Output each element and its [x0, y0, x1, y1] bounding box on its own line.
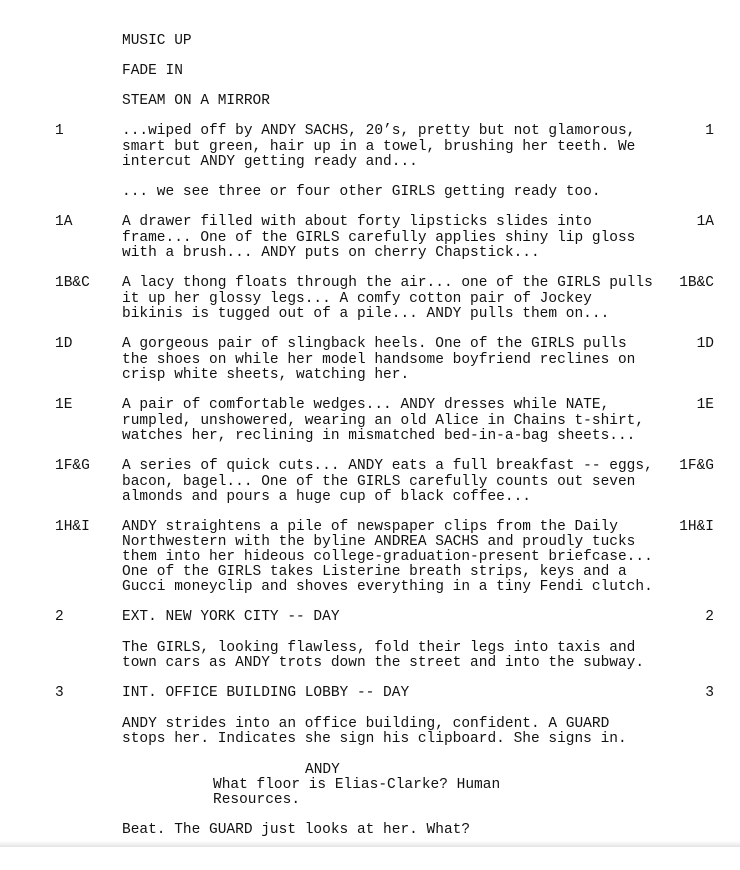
scene-number-right: 1D [696, 336, 714, 352]
scene-line [0, 123, 740, 139]
scene-line [0, 458, 740, 474]
action-text: smart but green, hair up in a towel, brushing her teeth. We [122, 139, 636, 155]
scene-number-left: 1H&I [55, 519, 90, 535]
action-text: almonds and pours a huge cup of black coffee... [122, 489, 531, 505]
action-text: Gucci moneyclip and shoves everything in a tiny Fendi clutch. [122, 579, 653, 595]
scene-number-right: 1F&G [679, 458, 714, 474]
scene-line [0, 534, 740, 550]
action-text: Northwestern with the byline ANDREA SACHS and proudly tucks [122, 534, 636, 550]
scene-number-right: 1A [696, 214, 714, 230]
scene-line [0, 306, 740, 322]
action-text: frame... One of the GIRLS carefully applies shiny lip gloss [122, 230, 636, 246]
scene-number-left: 1B&C [55, 275, 90, 291]
scene-number-right: 2 [705, 609, 714, 625]
scene-line [0, 367, 740, 383]
transition-line [0, 93, 740, 109]
action-text: crisp white sheets, watching her. [122, 367, 410, 383]
scene-number-right: 1E [696, 397, 714, 413]
scene-line [0, 245, 740, 261]
action-text: ANDY strides into an office building, confident. A GUARD [122, 716, 610, 732]
scene-line [0, 352, 740, 368]
dialogue-line [0, 792, 740, 808]
scene-number-right: 1B&C [679, 275, 714, 291]
transition-music-up: MUSIC UP [122, 33, 192, 49]
action-text: One of the GIRLS takes Listerine breath strips, keys and a [122, 564, 627, 580]
dialogue-character-line [0, 762, 740, 778]
scene-number-left: 3 [55, 685, 64, 701]
scene-heading: EXT. NEW YORK CITY -- DAY [122, 609, 340, 625]
action-text: with a brush... ANDY puts on cherry Chapstick... [122, 245, 540, 261]
action-text: bikinis is tugged out of a pile... ANDY pulls them on... [122, 306, 610, 322]
scene-heading-line [0, 685, 740, 701]
scene-line [0, 489, 740, 505]
action-text: A lacy thong floats through the air... one of the GIRLS pulls [122, 275, 653, 291]
scene-number-left: 2 [55, 609, 64, 625]
action-text: The GIRLS, looking flawless, fold their legs into taxis and [122, 640, 636, 656]
action-text: A gorgeous pair of slingback heels. One of the GIRLS pulls [122, 336, 627, 352]
dialogue-line [0, 777, 740, 793]
action-text: A pair of comfortable wedges... ANDY dresses while NATE, [122, 397, 610, 413]
scene-line [0, 822, 740, 838]
scene-line [0, 579, 740, 595]
action-text: them into her hideous college-graduation-present briefcase... [122, 549, 653, 565]
scene-line [0, 564, 740, 580]
scene-line [0, 428, 740, 444]
transition-fade-in: FADE IN [122, 63, 183, 79]
scene-line [0, 275, 740, 291]
scene-line [0, 291, 740, 307]
action-text: ...wiped off by ANDY SACHS, 20’s, pretty but not glamorous, [122, 123, 636, 139]
scene-line [0, 413, 740, 429]
action-text: A series of quick cuts... ANDY eats a full breakfast -- eggs, [122, 458, 653, 474]
scene-line [0, 184, 740, 200]
action-text: watches her, reclining in mismatched bed-in-a-bag sheets... [122, 428, 636, 444]
scene-line [0, 214, 740, 230]
scene-line [0, 640, 740, 656]
scene-number-right: 3 [705, 685, 714, 701]
action-text: ... we see three or four other GIRLS getting ready too. [122, 184, 601, 200]
scene-line [0, 731, 740, 747]
scene-line [0, 716, 740, 732]
scene-number-left: 1E [55, 397, 73, 413]
scene-line [0, 139, 740, 155]
action-text: ANDY straightens a pile of newspaper clips from the Daily [122, 519, 618, 535]
scene-number-left: 1F&G [55, 458, 90, 474]
action-text: bacon, bagel... One of the GIRLS carefully counts out seven [122, 474, 636, 490]
action-text: the shoes on while her model handsome boyfriend reclines on [122, 352, 636, 368]
scene-line [0, 549, 740, 565]
page-bottom-edge [0, 841, 740, 847]
action-text: Beat. The GUARD just looks at her. What? [122, 822, 471, 838]
scene-heading-steam: STEAM ON A MIRROR [122, 93, 270, 109]
action-text: town cars as ANDY trots down the street and into the subway. [122, 655, 645, 671]
scene-line [0, 655, 740, 671]
scene-line [0, 519, 740, 535]
action-text: it up her glossy legs... A comfy cotton pair of Jockey [122, 291, 592, 307]
scene-line [0, 474, 740, 490]
dialogue-text: What floor is Elias-Clarke? Human [213, 777, 501, 793]
scene-number-left: 1 [55, 123, 64, 139]
scene-heading: INT. OFFICE BUILDING LOBBY -- DAY [122, 685, 410, 701]
scene-line [0, 154, 740, 170]
action-text: A drawer filled with about forty lipsticks slides into [122, 214, 592, 230]
transition-line [0, 63, 740, 79]
scene-number-right: 1H&I [679, 519, 714, 535]
scene-number-left: 1A [55, 214, 73, 230]
scene-line [0, 230, 740, 246]
scene-number-left: 1D [55, 336, 73, 352]
scene-line [0, 397, 740, 413]
character-name: ANDY [305, 762, 340, 778]
transition-line [0, 33, 740, 49]
action-text: rumpled, unshowered, wearing an old Alice in Chains t-shirt, [122, 413, 645, 429]
dialogue-text: Resources. [213, 792, 301, 808]
action-text: intercut ANDY getting ready and... [122, 154, 418, 170]
scene-number-right: 1 [705, 123, 714, 139]
scene-heading-line [0, 609, 740, 625]
scene-line [0, 336, 740, 352]
action-text: stops her. Indicates she sign his clipboard. She signs in. [122, 731, 627, 747]
